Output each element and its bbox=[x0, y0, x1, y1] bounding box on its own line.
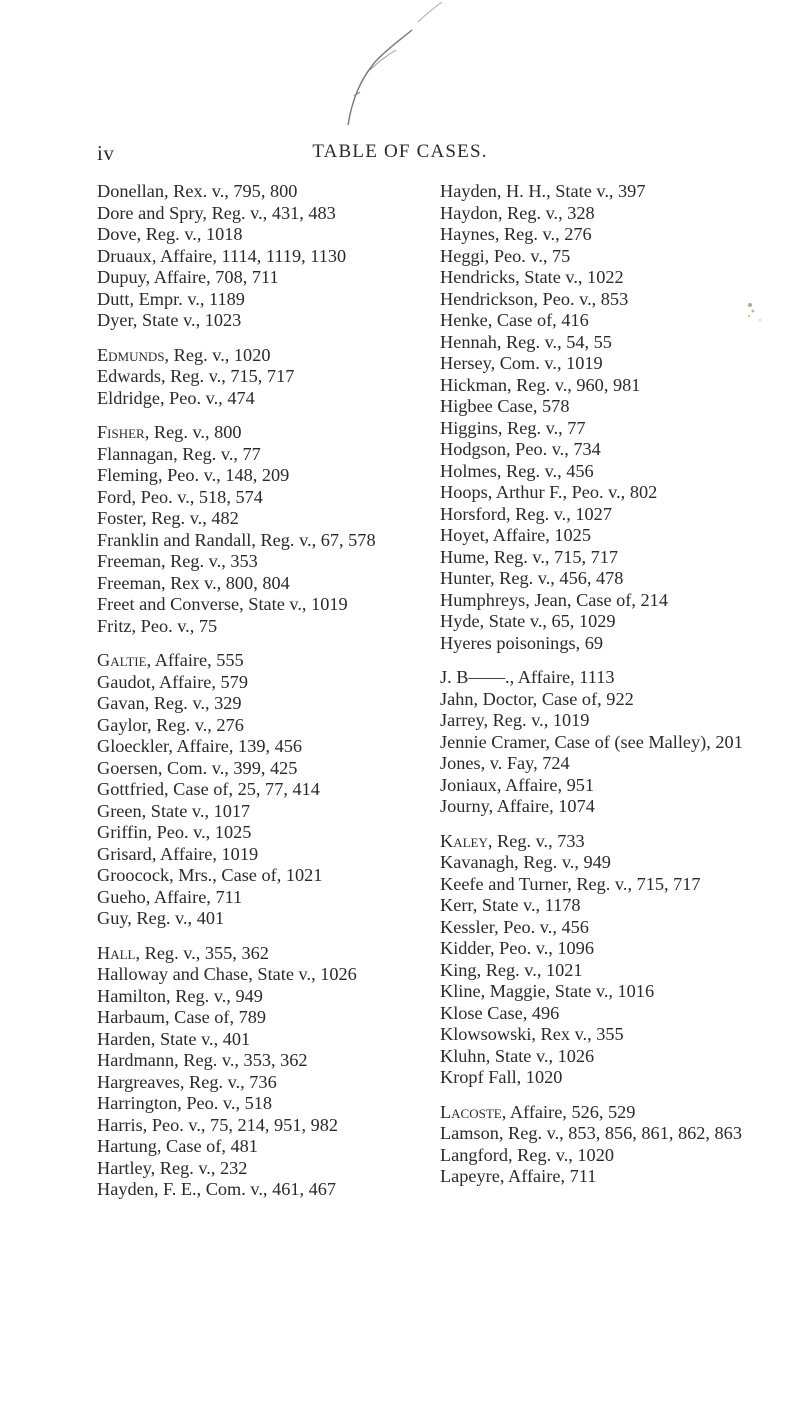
index-entry bbox=[440, 568, 800, 590]
index-entry bbox=[440, 1024, 800, 1046]
entry-text: Journy, Affaire, 1074 bbox=[440, 796, 595, 816]
entry-text: Hayden, H. H., State v., 397 bbox=[440, 181, 646, 201]
index-entry bbox=[440, 917, 800, 939]
entry-text: Gottfried, Case of, 25, 77, 414 bbox=[97, 779, 320, 799]
entry-text: Ford, Peo. v., 518, 574 bbox=[97, 486, 263, 507]
index-entry bbox=[440, 895, 800, 917]
index-entry bbox=[97, 672, 459, 694]
entry-text: Gaudot, Affaire, 579 bbox=[97, 671, 248, 692]
index-entry bbox=[440, 775, 800, 797]
entry-text: Hyeres poisonings, 69 bbox=[440, 632, 603, 653]
index-entry bbox=[97, 887, 459, 909]
entry-text: Hendricks, State v., 1022 bbox=[440, 267, 624, 287]
running-title: TABLE OF CASES. bbox=[312, 141, 488, 162]
entry-text: Joniaux, Affaire, 951 bbox=[440, 774, 595, 795]
index-entry bbox=[97, 444, 459, 466]
index-entry bbox=[97, 310, 459, 332]
index-entry bbox=[97, 203, 459, 225]
entry-text: Halloway and Chase, State v., 1026 bbox=[97, 964, 357, 984]
entry-lead-word: Kaley bbox=[440, 830, 488, 851]
index-entry bbox=[440, 852, 800, 874]
entry-text: Hartung, Case of, 481 bbox=[97, 1136, 258, 1156]
entry-text: Hersey, Com. v., 1019 bbox=[440, 353, 603, 373]
entry-text: Foster, Reg. v., 482 bbox=[97, 508, 239, 528]
entry-text: Jarrey, Reg. v., 1019 bbox=[440, 710, 590, 730]
index-entry bbox=[97, 801, 459, 823]
index-entry bbox=[440, 504, 800, 526]
entry-lead-word: Lacoste bbox=[440, 1101, 502, 1122]
entry-text: Jones, v. Fay, 724 bbox=[440, 753, 570, 773]
index-entry bbox=[440, 203, 800, 225]
entry-text: Hennah, Reg. v., 54, 55 bbox=[440, 331, 612, 352]
index-entry bbox=[97, 1158, 459, 1180]
index-entry bbox=[97, 1136, 459, 1158]
index-entry bbox=[440, 960, 800, 982]
index-entry bbox=[440, 1046, 800, 1068]
index-entry bbox=[97, 844, 459, 866]
index-entry bbox=[440, 181, 800, 203]
entry-text: Gloeckler, Affaire, 139, 456 bbox=[97, 736, 303, 756]
entry-text: Guy, Reg. v., 401 bbox=[97, 908, 225, 928]
index-entry bbox=[440, 938, 800, 960]
entry-text: Jennie Cramer, Case of (see Malley), 201 bbox=[440, 731, 743, 752]
entry-text: Kerr, State v., 1178 bbox=[440, 895, 581, 915]
index-entry bbox=[97, 508, 459, 530]
entry-text: Keefe and Turner, Reg. v., 715, 717 bbox=[440, 873, 701, 894]
index-entry bbox=[97, 487, 459, 509]
entry-text: Freeman, Reg. v., 353 bbox=[97, 551, 258, 571]
index-entry bbox=[440, 753, 800, 775]
entry-text: Kropf Fall, 1020 bbox=[440, 1067, 563, 1087]
entry-text: Freeman, Rex v., 800, 804 bbox=[97, 572, 290, 593]
page-number: iv bbox=[97, 141, 115, 165]
entry-text: Haydon, Reg. v., 328 bbox=[440, 202, 595, 223]
ink-speck-icon bbox=[740, 295, 770, 325]
index-entry bbox=[440, 1123, 800, 1145]
index-entry bbox=[440, 547, 800, 569]
index-entry bbox=[440, 981, 800, 1003]
index-entry bbox=[440, 353, 800, 375]
entry-text: King, Reg. v., 1021 bbox=[440, 959, 583, 980]
index-entry bbox=[97, 908, 459, 930]
index-entry bbox=[97, 1179, 459, 1201]
entry-text: Gaylor, Reg. v., 276 bbox=[97, 714, 244, 735]
index-entry bbox=[440, 396, 800, 418]
index-entry bbox=[440, 732, 800, 754]
entry-text: Kavanagh, Reg. v., 949 bbox=[440, 852, 611, 872]
entry-text: Jahn, Doctor, Case of, 922 bbox=[440, 688, 634, 709]
entry-text: Hoyet, Affaire, 1025 bbox=[440, 525, 591, 545]
index-entry bbox=[440, 667, 800, 689]
entry-text: Dove, Reg. v., 1018 bbox=[97, 224, 243, 244]
index-entry bbox=[97, 693, 459, 715]
index-entry bbox=[97, 551, 459, 573]
index-entry bbox=[97, 650, 459, 672]
index-entry bbox=[440, 590, 800, 612]
index-entry bbox=[440, 1145, 800, 1167]
entry-text: , Affaire, 555 bbox=[146, 650, 244, 670]
entry-text: Hendrickson, Peo. v., 853 bbox=[440, 288, 629, 309]
index-entry bbox=[440, 224, 800, 246]
index-entry bbox=[97, 964, 459, 986]
entry-text: Grisard, Affaire, 1019 bbox=[97, 843, 259, 864]
entry-text: Harris, Peo. v., 75, 214, 951, 982 bbox=[97, 1114, 339, 1135]
entry-text: Hayden, F. E., Com. v., 461, 467 bbox=[97, 1179, 337, 1199]
entry-text: Dyer, State v., 1023 bbox=[97, 310, 242, 330]
entry-text: Griffin, Peo. v., 1025 bbox=[97, 822, 252, 842]
entry-text: J. B——., Affaire, 1113 bbox=[440, 667, 615, 687]
index-entry bbox=[97, 388, 459, 410]
index-entry bbox=[97, 1093, 459, 1115]
index-entry bbox=[440, 418, 800, 440]
entry-text: Humphreys, Jean, Case of, 214 bbox=[440, 589, 668, 610]
entry-text: Hardmann, Reg. v., 353, 362 bbox=[97, 1050, 308, 1070]
entry-text: Hume, Reg. v., 715, 717 bbox=[440, 546, 619, 567]
entry-text: Eldridge, Peo. v., 474 bbox=[97, 387, 255, 408]
index-entry bbox=[440, 689, 800, 711]
entry-text: Langford, Reg. v., 1020 bbox=[440, 1144, 614, 1165]
index-entry bbox=[97, 267, 459, 289]
entry-text: Flannagan, Reg. v., 77 bbox=[97, 443, 261, 464]
entry-text: Hodgson, Peo. v., 734 bbox=[440, 439, 601, 459]
index-entry bbox=[97, 865, 459, 887]
index-entry bbox=[440, 611, 800, 633]
index-entry bbox=[97, 594, 459, 616]
index-entry bbox=[440, 267, 800, 289]
index-entry bbox=[440, 633, 800, 655]
index-entry bbox=[97, 422, 459, 444]
index-entry bbox=[97, 530, 483, 552]
entry-text: Heggi, Peo. v., 75 bbox=[440, 245, 571, 266]
entry-text: Druaux, Affaire, 1114, 1119, 1130 bbox=[97, 245, 347, 266]
entry-text: Fritz, Peo. v., 75 bbox=[97, 615, 218, 636]
entry-text: Hunter, Reg. v., 456, 478 bbox=[440, 568, 624, 588]
left-column bbox=[97, 181, 459, 1201]
entry-text: Hickman, Reg. v., 960, 981 bbox=[440, 374, 641, 395]
entry-text: Haynes, Reg. v., 276 bbox=[440, 224, 592, 244]
entry-text: Kluhn, State v., 1026 bbox=[440, 1045, 595, 1066]
entry-text: Lamson, Reg. v., 853, 856, 861, 862, 863 bbox=[440, 1123, 742, 1143]
index-entry bbox=[97, 822, 459, 844]
index-entry bbox=[440, 1166, 800, 1188]
entry-text: Harrington, Peo. v., 518 bbox=[97, 1093, 273, 1113]
entry-text: , Reg. v., 800 bbox=[144, 422, 242, 442]
entry-text: Higbee Case, 578 bbox=[440, 396, 570, 416]
entry-text: , Reg. v., 1020 bbox=[164, 344, 271, 365]
index-entry bbox=[440, 1003, 800, 1025]
index-entry bbox=[97, 1029, 459, 1051]
entry-text: Hyde, State v., 65, 1029 bbox=[440, 611, 616, 631]
index-entry bbox=[440, 796, 800, 818]
entry-text: Groocock, Mrs., Case of, 1021 bbox=[97, 865, 323, 885]
index-entry bbox=[97, 345, 459, 367]
index-entry bbox=[97, 181, 459, 203]
entry-text: Klowsowski, Rex v., 355 bbox=[440, 1024, 624, 1044]
entry-text: Kessler, Peo. v., 456 bbox=[440, 916, 589, 937]
index-entry bbox=[440, 439, 800, 461]
page-header bbox=[0, 0, 800, 165]
entry-text: Holmes, Reg. v., 456 bbox=[440, 460, 594, 481]
entry-lead-word: Edmunds bbox=[97, 344, 165, 365]
index-entry bbox=[440, 246, 800, 268]
index-entry bbox=[97, 736, 459, 758]
entry-text: Hargreaves, Reg. v., 736 bbox=[97, 1071, 277, 1092]
index-entry bbox=[440, 1067, 800, 1089]
index-entry bbox=[440, 831, 800, 853]
pencil-mark-icon bbox=[330, 0, 450, 130]
index-entry bbox=[440, 874, 800, 896]
entry-text: , Affaire, 526, 529 bbox=[501, 1101, 636, 1122]
index-entry bbox=[97, 573, 459, 595]
entry-text: , Reg. v., 733 bbox=[487, 830, 585, 851]
index-entry bbox=[440, 525, 800, 547]
entry-text: Edwards, Reg. v., 715, 717 bbox=[97, 366, 295, 386]
index-entry bbox=[97, 943, 459, 965]
entry-lead-word: Galtie bbox=[97, 650, 147, 670]
entry-text: Henke, Case of, 416 bbox=[440, 310, 589, 330]
entry-text: Franklin and Randall, Reg. v., 67, 578 bbox=[97, 529, 376, 550]
index-entry bbox=[97, 779, 459, 801]
entry-text: Goersen, Com. v., 399, 425 bbox=[97, 757, 298, 778]
entry-text: Kidder, Peo. v., 1096 bbox=[440, 938, 594, 958]
index-entry bbox=[440, 375, 800, 397]
entry-text: Hartley, Reg. v., 232 bbox=[97, 1157, 248, 1178]
index-entry bbox=[97, 289, 459, 311]
entry-text: Harbaum, Case of, 789 bbox=[97, 1007, 267, 1027]
index-entry bbox=[440, 482, 800, 504]
index-entry bbox=[97, 366, 459, 388]
index-entry bbox=[97, 1115, 459, 1137]
entry-text: Gavan, Reg. v., 329 bbox=[97, 693, 242, 713]
entry-text: Green, State v., 1017 bbox=[97, 800, 251, 821]
index-entry bbox=[97, 465, 459, 487]
index-entry bbox=[97, 1007, 459, 1029]
index-entry bbox=[97, 246, 459, 268]
entry-lead-word: Hall bbox=[97, 942, 136, 963]
entry-text: Dore and Spry, Reg. v., 431, 483 bbox=[97, 202, 336, 223]
entry-text: , Reg. v., 355, 362 bbox=[135, 942, 269, 963]
entry-text: Klose Case, 496 bbox=[440, 1002, 560, 1023]
index-entry bbox=[97, 986, 459, 1008]
entry-text: Horsford, Reg. v., 1027 bbox=[440, 503, 612, 524]
entry-text: Hamilton, Reg. v., 949 bbox=[97, 985, 263, 1006]
index-entry bbox=[97, 1050, 459, 1072]
index-entry bbox=[97, 715, 459, 737]
entry-text: Lapeyre, Affaire, 711 bbox=[440, 1166, 597, 1186]
index-entry bbox=[97, 616, 459, 638]
entry-text: Dupuy, Affaire, 708, 711 bbox=[97, 267, 279, 287]
right-column bbox=[440, 181, 800, 1188]
entry-text: Dutt, Empr. v., 1189 bbox=[97, 288, 245, 309]
index-entry bbox=[97, 224, 459, 246]
index-entry bbox=[440, 1102, 800, 1124]
index-entry bbox=[97, 758, 459, 780]
entry-text: Freet and Converse, State v., 1019 bbox=[97, 594, 348, 614]
entry-text: Kline, Maggie, State v., 1016 bbox=[440, 981, 655, 1001]
entry-text: Donellan, Rex. v., 795, 800 bbox=[97, 181, 298, 201]
entry-lead-word: Fisher bbox=[97, 422, 145, 442]
entry-text: Fleming, Peo. v., 148, 209 bbox=[97, 465, 290, 485]
entry-text: Harden, State v., 401 bbox=[97, 1028, 251, 1049]
index-entry bbox=[440, 710, 800, 732]
index-entry bbox=[440, 332, 800, 354]
entry-text: Higgins, Reg. v., 77 bbox=[440, 417, 586, 438]
entry-text: Gueho, Affaire, 711 bbox=[97, 886, 243, 907]
index-entry bbox=[440, 461, 800, 483]
index-entry bbox=[97, 1072, 459, 1094]
entry-text: Hoops, Arthur F., Peo. v., 802 bbox=[440, 482, 658, 502]
